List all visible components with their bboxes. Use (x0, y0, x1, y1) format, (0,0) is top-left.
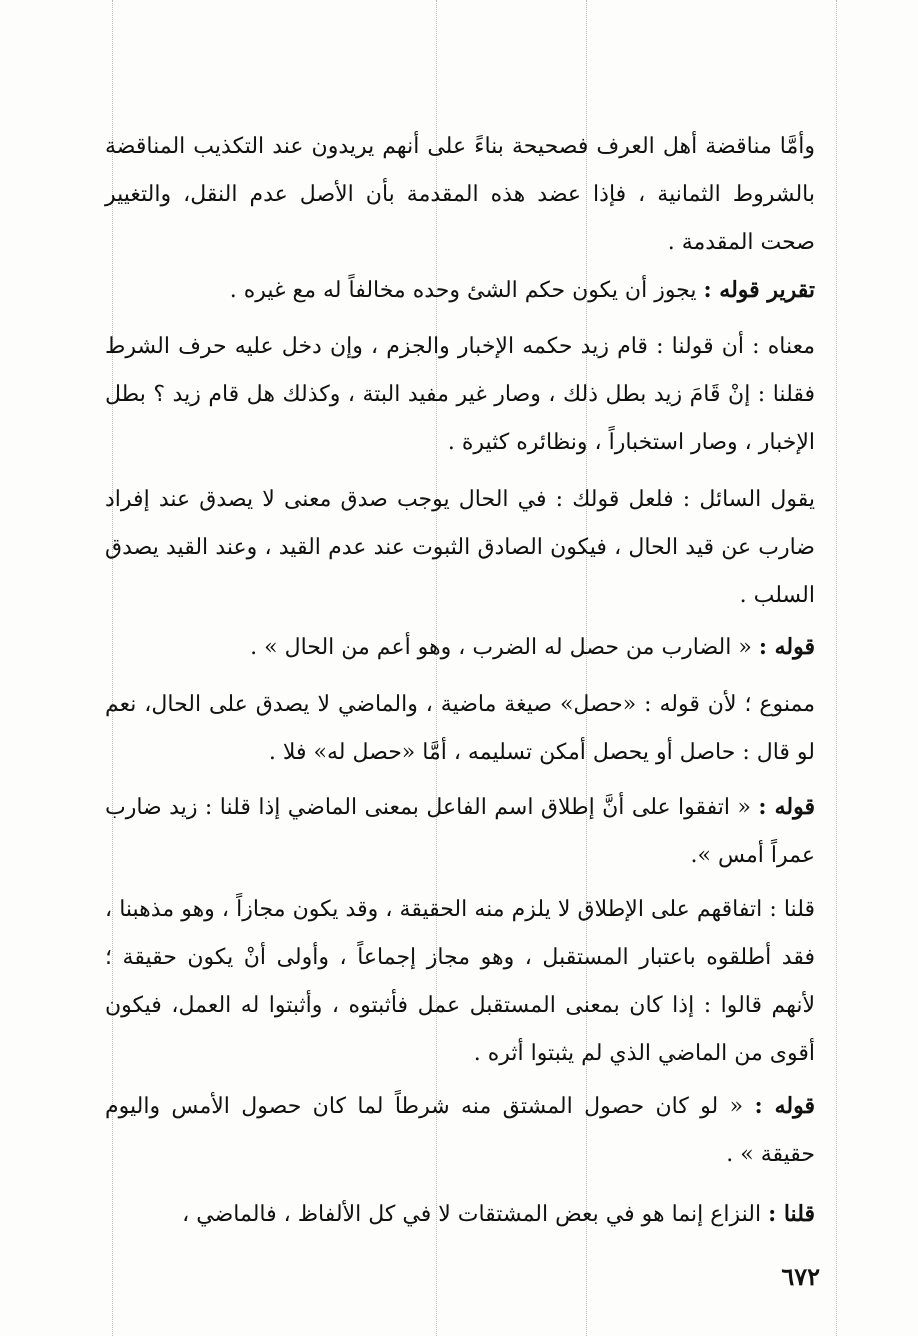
paragraph-text: يجوز أن يكون حكم الشئ وحده مخالفاً له مع غيره . (229, 278, 697, 303)
paragraph-text: ممنوع ؛ لأن قوله : «حصل» صيغة ماضية ، والماضي لا يصدق على الحال، نعم لو قال : حاصل أو يحصل أمكن تسليمه ، أمَّا «حصل له» فلا . (105, 692, 815, 765)
paragraph (105, 783, 815, 880)
paragraph (105, 122, 815, 267)
paragraph-lead: قوله : (758, 794, 816, 820)
paragraph (105, 1190, 815, 1239)
paragraph-text: وأمَّا مناقضة أهل العرف فصحيحة بناءً على أنهم يريدون عند التكذيب المناقضة بالشروط الثمانية ، فإذا عضد هذه المقدمة بأن الأصل عدم النقل، والتغيير صحت المقدمة . (105, 134, 815, 255)
paragraph-lead: تقرير قوله : (703, 277, 815, 303)
scan-artifact-line (836, 0, 837, 1336)
paragraph (105, 475, 815, 620)
paragraph (105, 266, 815, 315)
paragraph (105, 680, 815, 777)
page-number: ٦٧٢ (781, 1262, 820, 1291)
paragraph-lead: قوله : (754, 1093, 815, 1119)
paragraph-text: قلنا : اتفاقهم على الإطلاق لا يلزم منه الحقيقة ، وقد يكون مجازاً ، وهو مذهبنا ، فقد أطلقوه باعتبار المستقبل ، وهو مجاز إجماعاً ، وأولى أنْ يكون حقيقة ؛ لأنهم قالوا : إذا كان بمعنى المستقبل عمل فأثبتوه ، وأثبتوا له العمل، فيكون أقوى من الماضي الذي لم يثبتوا أثره . (105, 897, 815, 1066)
paragraph-lead: قوله : (758, 634, 815, 660)
paragraph (105, 885, 815, 1078)
paragraph-text: معناه : أن قولنا : قام زيد حكمه الإخبار والجزم ، وإن دخل عليه حرف الشرط فقلنا : إنْ قَامَ زيد بطل ذلك ، وصار غير مفيد البتة ، وكذلك هل قام زيد ؟ بطل الإخبار ، وصار استخباراً ، ونظائره كثيرة . (105, 334, 816, 455)
paragraph-text: « لو كان حصول المشتق منه شرطاً لما كان حصول الأمس واليوم حقيقة » . (105, 1094, 815, 1167)
paragraph (105, 1082, 815, 1179)
paragraph-text: يقول السائل : فلعل قولك : في الحال يوجب صدق معنى لا يصدق عند إفراد ضارب عن قيد الحال ، فيكون الصادق الثبوت عند عدم القيد ، وعند القيد يصدق السلب . (105, 487, 815, 608)
paragraph-text: « اتفقوا على أنَّ إطلاق اسم الفاعل بمعنى الماضي إذا قلنا : زيد ضارب عمراً أمس ». (105, 795, 815, 868)
paragraph-lead: قلنا : (768, 1201, 815, 1227)
paragraph-text: النزاع إنما هو في بعض المشتقات لا في كل الألفاظ ، فالماضي ، (182, 1202, 762, 1227)
paragraph-text: « الضارب من حصل له الضرب ، وهو أعم من الحال » . (250, 635, 752, 660)
paragraph (105, 623, 815, 672)
paragraph (105, 322, 815, 467)
